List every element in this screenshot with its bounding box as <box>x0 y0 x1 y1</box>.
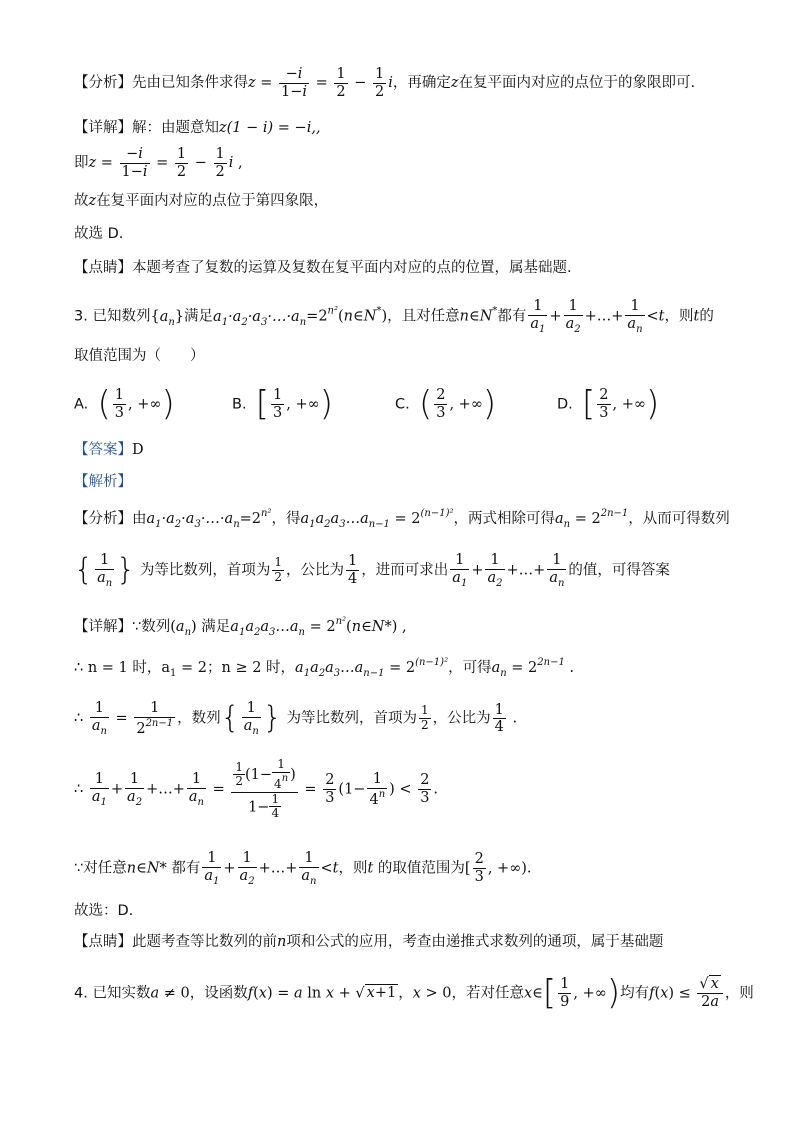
question-4-line-1: 4. 已知实数a ≠ 0，设函数f(x) = a ln x + √ x+1 ，x > 0，若对任意x∈[ $\frac{1}{9}$ , +∞)均有f(x) ≤ $\frac{√ x}{2a}$ ，则 <box>74 973 754 1013</box>
detail-line-2: 即z = $\frac{-i}{1-i}$ = $\frac{1}{2}$ − $\frac{1}{2}$ i , <box>74 146 243 180</box>
answer-line <box>74 442 734 459</box>
answer-tag: 【答案】 <box>74 442 132 458</box>
option-c: C. ( $\frac{2}{3}$ , +∞) <box>395 384 497 424</box>
comment-line-2: 【点睛】此题考查等比数列的前n项和公式的应用，考查由递推式求数列的通项，属于基础题 <box>74 934 664 950</box>
question-3-line-1: 3. 已知数列$\{a_n\}$满足$a_1\cdot a_2\cdot a_3\cdot\dots\cdot a_n=2^{n^2}(n\in N^*)$，且对任意n∈N*都有 $\frac{1}{a_1}$ + $\frac{1}{a_2}$ +…+ $\frac{1}{a_n}$ <t，则t的 <box>74 298 714 335</box>
detail2-line-3: ∴ $\frac{1}{a_n}$ = $\frac{1}{2^{2n-1}}$ ，数列{ $\frac{1}{a_n}$ } 为等比数列，首项为 $\frac{1}{2}$ ，公比为 $\frac{1}{4}$ . <box>74 700 518 737</box>
detail2-line-2: ∴ n = 1 时，$a_1 = 2$；n ≥ 2 时，$a_1a_2a_3\dots a_{n-1} = 2^{(n-1)^2}$，可得$a_n = 2^{2n-1}$ . <box>74 657 575 679</box>
detail-line-3: 故z在复平面内对应的点位于第四象限， <box>74 193 329 209</box>
detail-line-1: 【详解】解：由题意知z(1 − i) = −i,, <box>74 120 321 136</box>
analysis-tag: 【分析】 <box>74 75 132 92</box>
analysis2-line-2: { $\frac{1}{a_n}$ } 为等比数列，首项为 $\frac{1}{2}$ ，公比为 $\frac{1}{4}$ ，进而可求出 $\frac{1}{a_1}$ + $\frac{1}{a_2}$ +…+ $\frac{1}{a_n}$ 的值，可得答案 <box>74 552 670 589</box>
detail2-line-4: ∴ $\frac{1}{a_1}$ + $\frac{1}{a_2}$ +…+ $\frac{1}{a_n}$ = $\frac{1}{2}$ (1− $\frac{1}{4^n}$ ) 1− $\frac{1}{4}$ = $\frac{2}{3}$ (1− $\frac{1}{4^n}$ ) < $\frac{2}{3}$ . <box>74 757 439 821</box>
question-3-line-2: 取值范围为（ ） <box>74 348 205 364</box>
detail2-line-1: 【详解】∵数列$(a_n)$ 满足$a_1a_2a_3\dots a_n$ = $2^{n^2}(n\in N*)$ , <box>74 616 407 638</box>
detail2-line-5: ∵对任意n∈N* 都有 $\frac{1}{a_1}$ + $\frac{1}{a_2}$ +…+ $\frac{1}{a_n}$ <t，则t 的取值范围为[ $\frac{2}{3}$ , +∞). <box>74 850 532 887</box>
analysis-header: 【解析】 <box>74 474 132 490</box>
analysis2-line-1: 【分析】由$a_1\cdot a_2\cdot a_3\cdot\dots\cdot a_n=2^{n^2}$，得$a_1a_2a_3\dots a_{n-1} = 2^{(n-1)^2}$，两式相除可得$a_n = 2^{2n-1}$，从而可得数列 <box>74 508 730 530</box>
choose-d-2: 故选：D. <box>74 903 134 919</box>
choose-d-1: 故选 D. <box>74 226 124 242</box>
option-b: B. [ $\frac{1}{3}$ , +∞) <box>232 384 333 424</box>
comment-line-1: 【点睛】本题考查了复数的运算及复数在复平面内对应的点的位置，属基础题. <box>74 260 572 276</box>
option-a: A. ( $\frac{1}{3}$ , +∞) <box>74 384 175 424</box>
option-d: D. [ $\frac{2}{3}$ , +∞) <box>557 384 660 424</box>
analysis-line-1: 【分析】先由已知条件求得z = $\frac{-i}{1-i}$ = $\frac{1}{2}$ − $\frac{1}{2}$ i，再确定z在复平面内对应的点位于的象限即可. <box>74 66 696 100</box>
answer-value: D <box>132 442 144 458</box>
